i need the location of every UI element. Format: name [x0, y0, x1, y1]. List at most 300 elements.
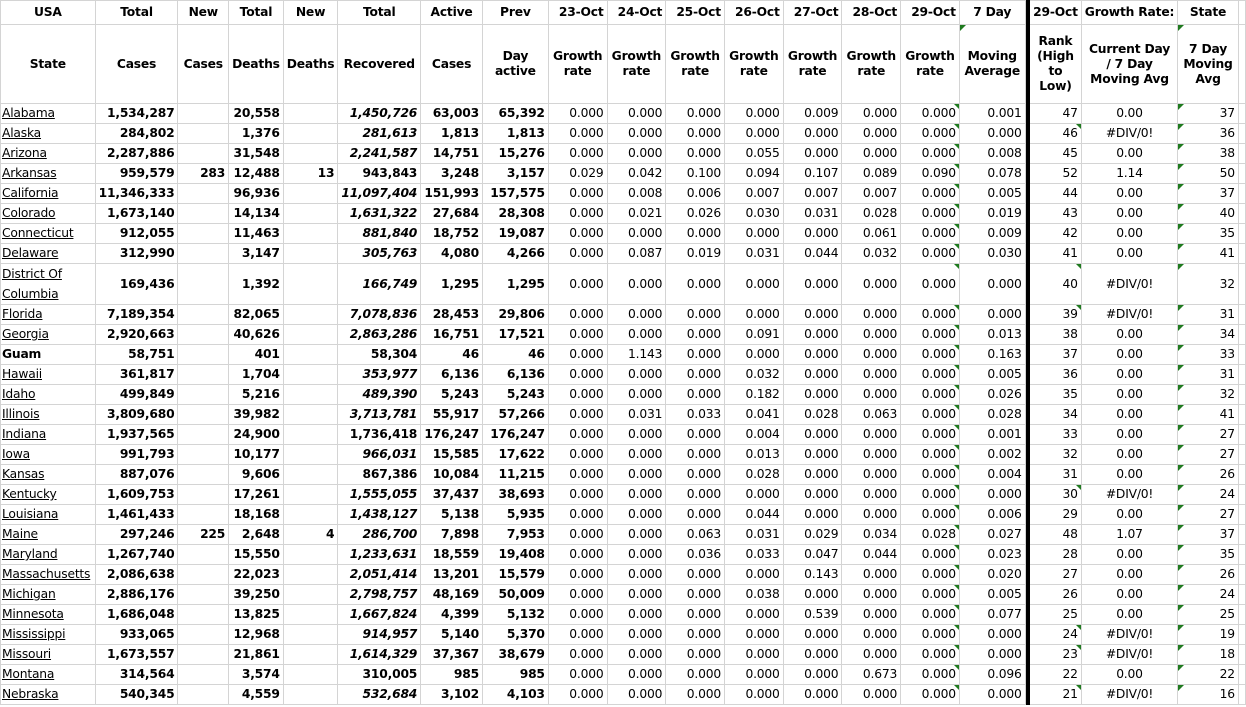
- rank-cell[interactable]: 40: [1030, 264, 1082, 305]
- total-deaths-cell[interactable]: 401: [229, 345, 284, 365]
- state-moving-avg-cell[interactable]: 27: [1178, 445, 1239, 465]
- state-name[interactable]: Colorado: [2, 206, 56, 220]
- growth-rate-cell[interactable]: 0.000: [548, 485, 607, 505]
- growth-rate-cell[interactable]: 0.000: [901, 645, 960, 665]
- growth-rate-cell[interactable]: 0.000: [901, 104, 960, 124]
- total-cases-cell[interactable]: 1,673,557: [95, 645, 178, 665]
- new-cases-cell[interactable]: [178, 545, 229, 565]
- total-cases-cell[interactable]: 1,937,565: [95, 425, 178, 445]
- state-name[interactable]: Hawaii: [2, 367, 43, 381]
- total-deaths-cell[interactable]: 22,023: [229, 565, 284, 585]
- ratio-cell[interactable]: 0.00: [1081, 224, 1177, 244]
- ratio-cell[interactable]: 0.00: [1081, 445, 1177, 465]
- empty-cell[interactable]: [1238, 605, 1245, 625]
- growth-rate-cell[interactable]: 0.000: [901, 184, 960, 204]
- growth-rate-cell[interactable]: 0.000: [548, 144, 607, 164]
- active-cases-cell[interactable]: 63,003: [421, 104, 483, 124]
- total-deaths-cell[interactable]: 5,216: [229, 385, 284, 405]
- active-cases-cell[interactable]: 3,102: [421, 685, 483, 705]
- total-deaths-cell[interactable]: 4,559: [229, 685, 284, 705]
- total-deaths-cell[interactable]: 96,936: [229, 184, 284, 204]
- new-cases-cell[interactable]: [178, 605, 229, 625]
- prev-day-active-cell[interactable]: 28,308: [482, 204, 548, 224]
- new-deaths-cell[interactable]: [283, 585, 338, 605]
- rank-cell[interactable]: 24: [1030, 625, 1082, 645]
- state-link[interactable]: [1, 465, 96, 485]
- recovered-cell[interactable]: 286,700: [338, 525, 421, 545]
- growth-rate-cell[interactable]: 0.000: [548, 405, 607, 425]
- empty-cell[interactable]: [1238, 525, 1245, 545]
- growth-rate-cell[interactable]: 0.000: [783, 665, 842, 685]
- column-header[interactable]: Cases: [95, 25, 178, 104]
- new-deaths-cell[interactable]: [283, 345, 338, 365]
- prev-day-active-cell[interactable]: 4,103: [482, 685, 548, 705]
- growth-rate-cell[interactable]: 0.000: [842, 144, 901, 164]
- growth-rate-cell[interactable]: 0.000: [783, 505, 842, 525]
- growth-rate-cell[interactable]: 0.000: [783, 325, 842, 345]
- growth-rate-cell[interactable]: 0.000: [607, 144, 666, 164]
- empty-cell[interactable]: [1238, 144, 1245, 164]
- active-cases-cell[interactable]: 46: [421, 345, 483, 365]
- new-deaths-cell[interactable]: [283, 545, 338, 565]
- column-header[interactable]: State: [1, 25, 96, 104]
- ratio-cell[interactable]: 0.00: [1081, 184, 1177, 204]
- moving-average-cell[interactable]: 0.001: [959, 104, 1025, 124]
- moving-average-cell[interactable]: 0.001: [959, 425, 1025, 445]
- state-link[interactable]: [1, 345, 96, 365]
- growth-rate-cell[interactable]: 0.000: [901, 244, 960, 264]
- empty-cell[interactable]: [1238, 244, 1245, 264]
- empty-cell[interactable]: [1238, 405, 1245, 425]
- state-link[interactable]: [1, 565, 96, 585]
- growth-rate-cell[interactable]: 0.000: [548, 184, 607, 204]
- growth-rate-cell[interactable]: 0.000: [783, 385, 842, 405]
- growth-rate-cell[interactable]: 0.000: [666, 465, 725, 485]
- growth-rate-cell[interactable]: 0.000: [842, 325, 901, 345]
- recovered-cell[interactable]: 489,390: [338, 385, 421, 405]
- total-deaths-cell[interactable]: 13,825: [229, 605, 284, 625]
- state-moving-avg-cell[interactable]: 33: [1178, 345, 1239, 365]
- growth-rate-cell[interactable]: 0.000: [548, 585, 607, 605]
- growth-rate-cell[interactable]: 0.000: [724, 665, 783, 685]
- prev-day-active-cell[interactable]: 5,243: [482, 385, 548, 405]
- growth-rate-cell[interactable]: 0.000: [842, 445, 901, 465]
- growth-rate-cell[interactable]: 0.000: [607, 645, 666, 665]
- growth-rate-cell[interactable]: 0.000: [724, 224, 783, 244]
- growth-rate-cell[interactable]: 0.000: [666, 445, 725, 465]
- new-cases-cell[interactable]: [178, 485, 229, 505]
- rank-cell[interactable]: 47: [1030, 104, 1082, 124]
- ratio-cell[interactable]: 1.14: [1081, 164, 1177, 184]
- recovered-cell[interactable]: 2,798,757: [338, 585, 421, 605]
- growth-rate-cell[interactable]: 0.000: [548, 665, 607, 685]
- state-name[interactable]: Arkansas: [2, 166, 57, 180]
- total-cases-cell[interactable]: 2,920,663: [95, 325, 178, 345]
- growth-rate-cell[interactable]: 0.044: [724, 505, 783, 525]
- growth-rate-cell[interactable]: 0.041: [724, 405, 783, 425]
- empty-cell[interactable]: [1238, 565, 1245, 585]
- total-cases-cell[interactable]: 312,990: [95, 244, 178, 264]
- growth-rate-cell[interactable]: 0.000: [901, 445, 960, 465]
- growth-rate-cell[interactable]: 0.000: [783, 144, 842, 164]
- total-cases-cell[interactable]: 314,564: [95, 665, 178, 685]
- column-header[interactable]: 26-Oct: [724, 1, 783, 25]
- active-cases-cell[interactable]: 5,243: [421, 385, 483, 405]
- prev-day-active-cell[interactable]: 3,157: [482, 164, 548, 184]
- prev-day-active-cell[interactable]: 65,392: [482, 104, 548, 124]
- growth-rate-cell[interactable]: 0.000: [901, 465, 960, 485]
- growth-rate-cell[interactable]: 0.004: [724, 425, 783, 445]
- empty-cell[interactable]: [1238, 204, 1245, 224]
- state-moving-avg-cell[interactable]: 32: [1178, 264, 1239, 305]
- growth-rate-cell[interactable]: 0.000: [783, 465, 842, 485]
- state-link[interactable]: [1, 104, 96, 124]
- state-link[interactable]: [1, 305, 96, 325]
- growth-rate-cell[interactable]: 0.000: [666, 485, 725, 505]
- state-link[interactable]: [1, 545, 96, 565]
- total-cases-cell[interactable]: 540,345: [95, 685, 178, 705]
- growth-rate-cell[interactable]: 0.000: [901, 305, 960, 325]
- ratio-cell[interactable]: #DIV/0!: [1081, 124, 1177, 144]
- new-cases-cell[interactable]: [178, 305, 229, 325]
- new-deaths-cell[interactable]: [283, 625, 338, 645]
- new-cases-cell[interactable]: 283: [178, 164, 229, 184]
- state-moving-avg-cell[interactable]: 27: [1178, 425, 1239, 445]
- column-header[interactable]: Day active: [482, 25, 548, 104]
- growth-rate-cell[interactable]: 0.028: [842, 204, 901, 224]
- growth-rate-cell[interactable]: 0.000: [607, 325, 666, 345]
- new-deaths-cell[interactable]: [283, 144, 338, 164]
- growth-rate-cell[interactable]: 0.000: [607, 305, 666, 325]
- rank-cell[interactable]: 22: [1030, 665, 1082, 685]
- growth-rate-cell[interactable]: 0.000: [724, 305, 783, 325]
- growth-rate-cell[interactable]: 0.000: [607, 365, 666, 385]
- state-name[interactable]: Georgia: [2, 327, 49, 341]
- active-cases-cell[interactable]: 4,399: [421, 605, 483, 625]
- state-link[interactable]: [1, 665, 96, 685]
- recovered-cell[interactable]: 2,051,414: [338, 565, 421, 585]
- growth-rate-cell[interactable]: 0.000: [842, 505, 901, 525]
- state-moving-avg-cell[interactable]: 24: [1178, 485, 1239, 505]
- growth-rate-cell[interactable]: 0.000: [842, 585, 901, 605]
- total-cases-cell[interactable]: 887,076: [95, 465, 178, 485]
- total-deaths-cell[interactable]: 3,574: [229, 665, 284, 685]
- ratio-cell[interactable]: 0.00: [1081, 365, 1177, 385]
- new-deaths-cell[interactable]: [283, 425, 338, 445]
- recovered-cell[interactable]: 58,304: [338, 345, 421, 365]
- growth-rate-cell[interactable]: 0.000: [548, 505, 607, 525]
- moving-average-cell[interactable]: 0.000: [959, 305, 1025, 325]
- ratio-cell[interactable]: 0.00: [1081, 585, 1177, 605]
- growth-rate-cell[interactable]: 0.000: [724, 104, 783, 124]
- rank-cell[interactable]: 25: [1030, 605, 1082, 625]
- state-link[interactable]: [1, 204, 96, 224]
- state-name[interactable]: Iowa: [2, 447, 30, 461]
- growth-rate-cell[interactable]: 0.000: [842, 264, 901, 305]
- recovered-cell[interactable]: 11,097,404: [338, 184, 421, 204]
- growth-rate-cell[interactable]: 0.000: [842, 104, 901, 124]
- total-deaths-cell[interactable]: 15,550: [229, 545, 284, 565]
- new-deaths-cell[interactable]: [283, 685, 338, 705]
- recovered-cell[interactable]: 310,005: [338, 665, 421, 685]
- rank-cell[interactable]: 38: [1030, 325, 1082, 345]
- new-cases-cell[interactable]: [178, 345, 229, 365]
- column-header[interactable]: 28-Oct: [842, 1, 901, 25]
- state-name[interactable]: Idaho: [2, 387, 36, 401]
- recovered-cell[interactable]: 1,736,418: [338, 425, 421, 445]
- growth-rate-cell[interactable]: 0.032: [842, 244, 901, 264]
- new-cases-cell[interactable]: [178, 104, 229, 124]
- column-header[interactable]: Growth rate: [666, 25, 725, 104]
- empty-cell[interactable]: [1238, 585, 1245, 605]
- prev-day-active-cell[interactable]: 5,935: [482, 505, 548, 525]
- empty-cell[interactable]: [1238, 365, 1245, 385]
- total-deaths-cell[interactable]: 12,968: [229, 625, 284, 645]
- state-link[interactable]: [1, 385, 96, 405]
- prev-day-active-cell[interactable]: 17,521: [482, 325, 548, 345]
- column-header[interactable]: Growth rate: [842, 25, 901, 104]
- recovered-cell[interactable]: 2,863,286: [338, 325, 421, 345]
- growth-rate-cell[interactable]: 0.028: [783, 405, 842, 425]
- empty-cell[interactable]: [1238, 425, 1245, 445]
- growth-rate-cell[interactable]: 0.000: [666, 665, 725, 685]
- state-name[interactable]: Alabama: [2, 106, 55, 120]
- growth-rate-cell[interactable]: 0.044: [842, 545, 901, 565]
- growth-rate-cell[interactable]: 0.000: [548, 244, 607, 264]
- column-header[interactable]: Deaths: [283, 25, 338, 104]
- state-link[interactable]: [1, 224, 96, 244]
- ratio-cell[interactable]: 1.07: [1081, 525, 1177, 545]
- total-cases-cell[interactable]: 912,055: [95, 224, 178, 244]
- growth-rate-cell[interactable]: 0.013: [724, 445, 783, 465]
- growth-rate-cell[interactable]: 0.000: [666, 305, 725, 325]
- growth-rate-cell[interactable]: 0.000: [666, 104, 725, 124]
- prev-day-active-cell[interactable]: 38,679: [482, 645, 548, 665]
- growth-rate-cell[interactable]: 0.000: [724, 565, 783, 585]
- total-deaths-cell[interactable]: 17,261: [229, 485, 284, 505]
- ratio-cell[interactable]: #DIV/0!: [1081, 485, 1177, 505]
- new-deaths-cell[interactable]: [283, 505, 338, 525]
- growth-rate-cell[interactable]: 0.000: [607, 585, 666, 605]
- new-cases-cell[interactable]: [178, 425, 229, 445]
- new-cases-cell[interactable]: [178, 585, 229, 605]
- state-moving-avg-cell[interactable]: 40: [1178, 204, 1239, 224]
- growth-rate-cell[interactable]: 0.000: [548, 365, 607, 385]
- growth-rate-cell[interactable]: 0.000: [548, 345, 607, 365]
- growth-rate-cell[interactable]: 0.028: [901, 525, 960, 545]
- growth-rate-cell[interactable]: 0.000: [901, 505, 960, 525]
- growth-rate-cell[interactable]: 0.063: [666, 525, 725, 545]
- prev-day-active-cell[interactable]: 29,806: [482, 305, 548, 325]
- ratio-cell[interactable]: 0.00: [1081, 505, 1177, 525]
- growth-rate-cell[interactable]: 0.000: [724, 264, 783, 305]
- rank-cell[interactable]: 52: [1030, 164, 1082, 184]
- prev-day-active-cell[interactable]: 46: [482, 345, 548, 365]
- column-header[interactable]: Rank (High to Low): [1030, 25, 1082, 104]
- total-cases-cell[interactable]: 284,802: [95, 124, 178, 144]
- column-header[interactable]: Total: [338, 1, 421, 25]
- active-cases-cell[interactable]: 5,140: [421, 625, 483, 645]
- state-moving-avg-cell[interactable]: 38: [1178, 144, 1239, 164]
- growth-rate-cell[interactable]: 0.000: [666, 585, 725, 605]
- growth-rate-cell[interactable]: 0.090: [901, 164, 960, 184]
- growth-rate-cell[interactable]: 0.000: [842, 465, 901, 485]
- growth-rate-cell[interactable]: 0.036: [666, 545, 725, 565]
- active-cases-cell[interactable]: 1,295: [421, 264, 483, 305]
- growth-rate-cell[interactable]: 0.000: [842, 124, 901, 144]
- growth-rate-cell[interactable]: 0.000: [666, 425, 725, 445]
- growth-rate-cell[interactable]: 0.000: [548, 264, 607, 305]
- total-deaths-cell[interactable]: 39,982: [229, 405, 284, 425]
- state-moving-avg-cell[interactable]: 22: [1178, 665, 1239, 685]
- state-link[interactable]: [1, 164, 96, 184]
- growth-rate-cell[interactable]: 0.000: [548, 645, 607, 665]
- growth-rate-cell[interactable]: 0.000: [783, 425, 842, 445]
- growth-rate-cell[interactable]: 0.143: [783, 565, 842, 585]
- column-header[interactable]: Total: [95, 1, 178, 25]
- total-cases-cell[interactable]: 169,436: [95, 264, 178, 305]
- new-cases-cell[interactable]: [178, 365, 229, 385]
- state-name[interactable]: Florida: [2, 307, 43, 321]
- total-cases-cell[interactable]: 499,849: [95, 385, 178, 405]
- growth-rate-cell[interactable]: 0.000: [607, 465, 666, 485]
- growth-rate-cell[interactable]: 0.000: [607, 625, 666, 645]
- growth-rate-cell[interactable]: 0.063: [842, 405, 901, 425]
- empty-cell[interactable]: [1238, 224, 1245, 244]
- column-header[interactable]: Recovered: [338, 25, 421, 104]
- growth-rate-cell[interactable]: 0.000: [783, 645, 842, 665]
- growth-rate-cell[interactable]: 0.000: [901, 385, 960, 405]
- ratio-cell[interactable]: 0.00: [1081, 385, 1177, 405]
- new-deaths-cell[interactable]: [283, 224, 338, 244]
- state-name[interactable]: Illinois: [2, 407, 40, 421]
- new-cases-cell[interactable]: [178, 465, 229, 485]
- total-deaths-cell[interactable]: 18,168: [229, 505, 284, 525]
- growth-rate-cell[interactable]: 0.000: [901, 144, 960, 164]
- growth-rate-cell[interactable]: 0.107: [783, 164, 842, 184]
- new-cases-cell[interactable]: [178, 405, 229, 425]
- active-cases-cell[interactable]: 55,917: [421, 405, 483, 425]
- new-deaths-cell[interactable]: [283, 385, 338, 405]
- rank-cell[interactable]: 31: [1030, 465, 1082, 485]
- moving-average-cell[interactable]: 0.000: [959, 485, 1025, 505]
- growth-rate-cell[interactable]: 0.000: [607, 445, 666, 465]
- rank-cell[interactable]: 43: [1030, 204, 1082, 224]
- growth-rate-cell[interactable]: 0.000: [548, 625, 607, 645]
- growth-rate-cell[interactable]: 0.000: [901, 625, 960, 645]
- moving-average-cell[interactable]: 0.023: [959, 545, 1025, 565]
- new-deaths-cell[interactable]: 4: [283, 525, 338, 545]
- prev-day-active-cell[interactable]: 1,813: [482, 124, 548, 144]
- new-cases-cell[interactable]: [178, 505, 229, 525]
- state-moving-avg-cell[interactable]: 31: [1178, 305, 1239, 325]
- column-header[interactable]: Prev: [482, 1, 548, 25]
- growth-rate-cell[interactable]: 0.000: [548, 525, 607, 545]
- active-cases-cell[interactable]: 13,201: [421, 565, 483, 585]
- state-link[interactable]: [1, 244, 96, 264]
- growth-rate-cell[interactable]: 0.000: [607, 545, 666, 565]
- prev-day-active-cell[interactable]: 57,266: [482, 405, 548, 425]
- ratio-cell[interactable]: #DIV/0!: [1081, 305, 1177, 325]
- total-deaths-cell[interactable]: 2,648: [229, 525, 284, 545]
- growth-rate-cell[interactable]: 0.000: [666, 124, 725, 144]
- state-link[interactable]: [1, 625, 96, 645]
- new-deaths-cell[interactable]: [283, 405, 338, 425]
- growth-rate-cell[interactable]: 0.026: [666, 204, 725, 224]
- new-cases-cell[interactable]: [178, 204, 229, 224]
- ratio-cell[interactable]: #DIV/0!: [1081, 685, 1177, 705]
- state-name[interactable]: Arizona: [2, 146, 47, 160]
- prev-day-active-cell[interactable]: 17,622: [482, 445, 548, 465]
- total-cases-cell[interactable]: 7,189,354: [95, 305, 178, 325]
- ratio-cell[interactable]: #DIV/0!: [1081, 264, 1177, 305]
- state-link[interactable]: [1, 425, 96, 445]
- prev-day-active-cell[interactable]: 11,215: [482, 465, 548, 485]
- column-header[interactable]: 24-Oct: [607, 1, 666, 25]
- active-cases-cell[interactable]: 15,585: [421, 445, 483, 465]
- new-deaths-cell[interactable]: [283, 485, 338, 505]
- growth-rate-cell[interactable]: 0.000: [548, 305, 607, 325]
- empty-cell[interactable]: [1238, 625, 1245, 645]
- column-header[interactable]: 23-Oct: [548, 1, 607, 25]
- empty-cell[interactable]: [1238, 25, 1245, 104]
- empty-cell[interactable]: [1238, 345, 1245, 365]
- empty-cell[interactable]: [1238, 645, 1245, 665]
- growth-rate-cell[interactable]: 0.000: [783, 305, 842, 325]
- empty-cell[interactable]: [1238, 325, 1245, 345]
- growth-rate-cell[interactable]: 0.000: [842, 385, 901, 405]
- total-cases-cell[interactable]: 959,579: [95, 164, 178, 184]
- growth-rate-cell[interactable]: 0.000: [607, 485, 666, 505]
- column-header[interactable]: Growth rate: [783, 25, 842, 104]
- state-link[interactable]: [1, 184, 96, 204]
- empty-cell[interactable]: [1238, 164, 1245, 184]
- total-deaths-cell[interactable]: 1,376: [229, 124, 284, 144]
- ratio-cell[interactable]: 0.00: [1081, 565, 1177, 585]
- active-cases-cell[interactable]: 28,453: [421, 305, 483, 325]
- rank-cell[interactable]: 39: [1030, 305, 1082, 325]
- total-cases-cell[interactable]: 1,461,433: [95, 505, 178, 525]
- state-name[interactable]: Louisiana: [2, 507, 59, 521]
- prev-day-active-cell[interactable]: 50,009: [482, 585, 548, 605]
- prev-day-active-cell[interactable]: 6,136: [482, 365, 548, 385]
- growth-rate-cell[interactable]: 0.006: [666, 184, 725, 204]
- rank-cell[interactable]: 48: [1030, 525, 1082, 545]
- state-moving-avg-cell[interactable]: 18: [1178, 645, 1239, 665]
- ratio-cell[interactable]: 0.00: [1081, 204, 1177, 224]
- recovered-cell[interactable]: 166,749: [338, 264, 421, 305]
- growth-rate-cell[interactable]: 0.000: [607, 665, 666, 685]
- new-cases-cell[interactable]: [178, 445, 229, 465]
- new-deaths-cell[interactable]: [283, 244, 338, 264]
- new-deaths-cell[interactable]: [283, 184, 338, 204]
- growth-rate-cell[interactable]: 0.000: [666, 505, 725, 525]
- growth-rate-cell[interactable]: 0.094: [724, 164, 783, 184]
- total-cases-cell[interactable]: 1,267,740: [95, 545, 178, 565]
- growth-rate-cell[interactable]: 0.000: [901, 685, 960, 705]
- empty-cell[interactable]: [1238, 545, 1245, 565]
- moving-average-cell[interactable]: 0.004: [959, 465, 1025, 485]
- prev-day-active-cell[interactable]: 1,295: [482, 264, 548, 305]
- growth-rate-cell[interactable]: 0.000: [666, 365, 725, 385]
- new-deaths-cell[interactable]: [283, 204, 338, 224]
- state-moving-avg-cell[interactable]: 36: [1178, 124, 1239, 144]
- state-moving-avg-cell[interactable]: 27: [1178, 505, 1239, 525]
- active-cases-cell[interactable]: 985: [421, 665, 483, 685]
- total-cases-cell[interactable]: 58,751: [95, 345, 178, 365]
- growth-rate-cell[interactable]: 0.000: [901, 204, 960, 224]
- growth-rate-cell[interactable]: 0.000: [666, 325, 725, 345]
